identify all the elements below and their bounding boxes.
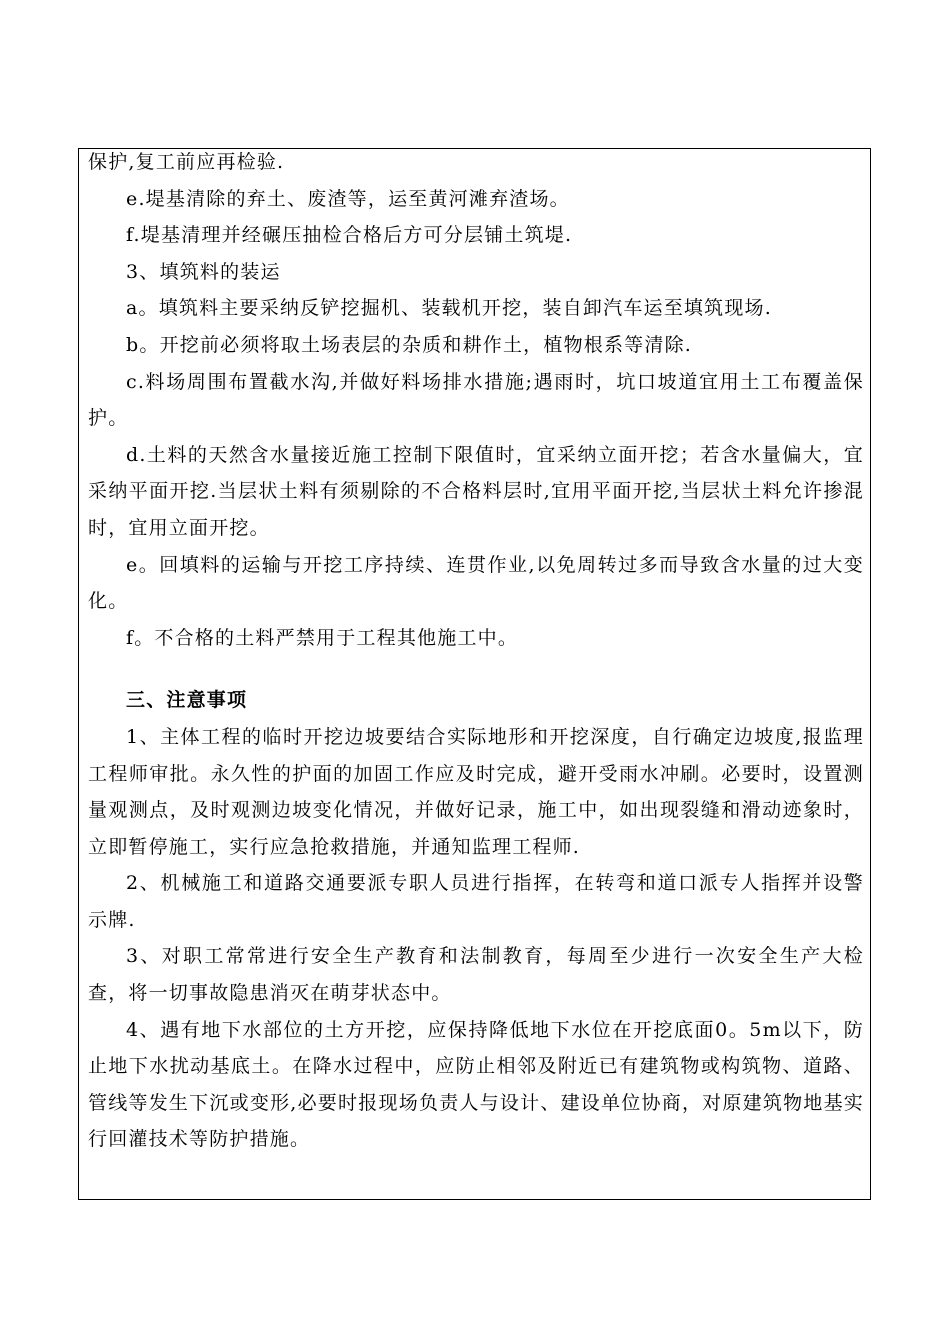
paragraph-item-c: c.料场周围布置截水沟,并做好料场排水措施;遇雨时，坑口坡道宜用土工布覆盖保护。 bbox=[88, 370, 864, 430]
paragraph-precaution-4: 4、遇有地下水部位的土方开挖，应保持降低地下水位在开挖底面0。5m以下，防止地下水扰动基底土。在降水过程中，应防止相邻及附近已有建筑物或构筑物、道路、管线等发生下沉或变形,必要时报现场负责人与设计、建设单位协商，对原建筑物地基实行回灌技术等防护措施。 bbox=[88, 1018, 864, 1151]
paragraph-precaution-2: 2、机械施工和道路交通要派专职人员进行指挥，在转弯和道口派专人指挥并设警示牌. bbox=[88, 872, 864, 931]
paragraph-continuation: 保护,复工前应再检验. bbox=[88, 151, 285, 173]
paragraph-precaution-1: 1、主体工程的临时开挖边坡要结合实际地形和开挖深度，自行确定边坡度,报监理工程师审批。永久性的护面的加固工作应及时完成，避开受雨水冲刷。必要时，设置测量观测点，及时观测边坡变化情况，并做好记录，施工中，如出现裂缝和滑动迹象时，立即暂停施工，实行应急抢救措施，并通知监理工程师. bbox=[88, 725, 864, 858]
section-heading-precautions: 三、注意事项 bbox=[126, 689, 248, 712]
paragraph-precaution-3: 3、对职工常常进行安全生产教育和法制教育，每周至少进行一次安全生产大检查，将一切事故隐患消灭在萌芽状态中。 bbox=[88, 945, 864, 1005]
paragraph-item-b: b。开挖前必须将取土场表层的杂质和耕作土，植物根系等清除. bbox=[126, 333, 693, 356]
paragraph-item-d: d.土料的天然含水量接近施工控制下限值时，宜采纳立面开挖；若含水量偏大，宜采纳平面开挖.当层状土料有须剔除的不合格料层时,宜用平面开挖,当层状土料允许掺混时，宜用立面开挖。 bbox=[88, 443, 864, 539]
paragraph-item-f2: f。不合格的土料严禁用于工程其他施工中。 bbox=[126, 626, 519, 649]
paragraph-item-a: a。填筑料主要采纳反铲挖掘机、装载机开挖，装自卸汽车运至填筑现场. bbox=[126, 297, 772, 320]
paragraph-item-e2: e。回填料的运输与开挖工序持续、连贯作业,以免周转过多而导致含水量的过大变化。 bbox=[88, 553, 864, 613]
paragraph-item-f: f.堤基清理并经碾压抽检合格后方可分层铺土筑堤. bbox=[126, 224, 573, 247]
document-body bbox=[88, 144, 864, 1158]
paragraph-item-e: e.堤基清除的弃土、废渣等，运至黄河滩弃渣场。 bbox=[126, 187, 570, 210]
subheading-filling-material: 3、填筑料的装运 bbox=[126, 260, 281, 283]
